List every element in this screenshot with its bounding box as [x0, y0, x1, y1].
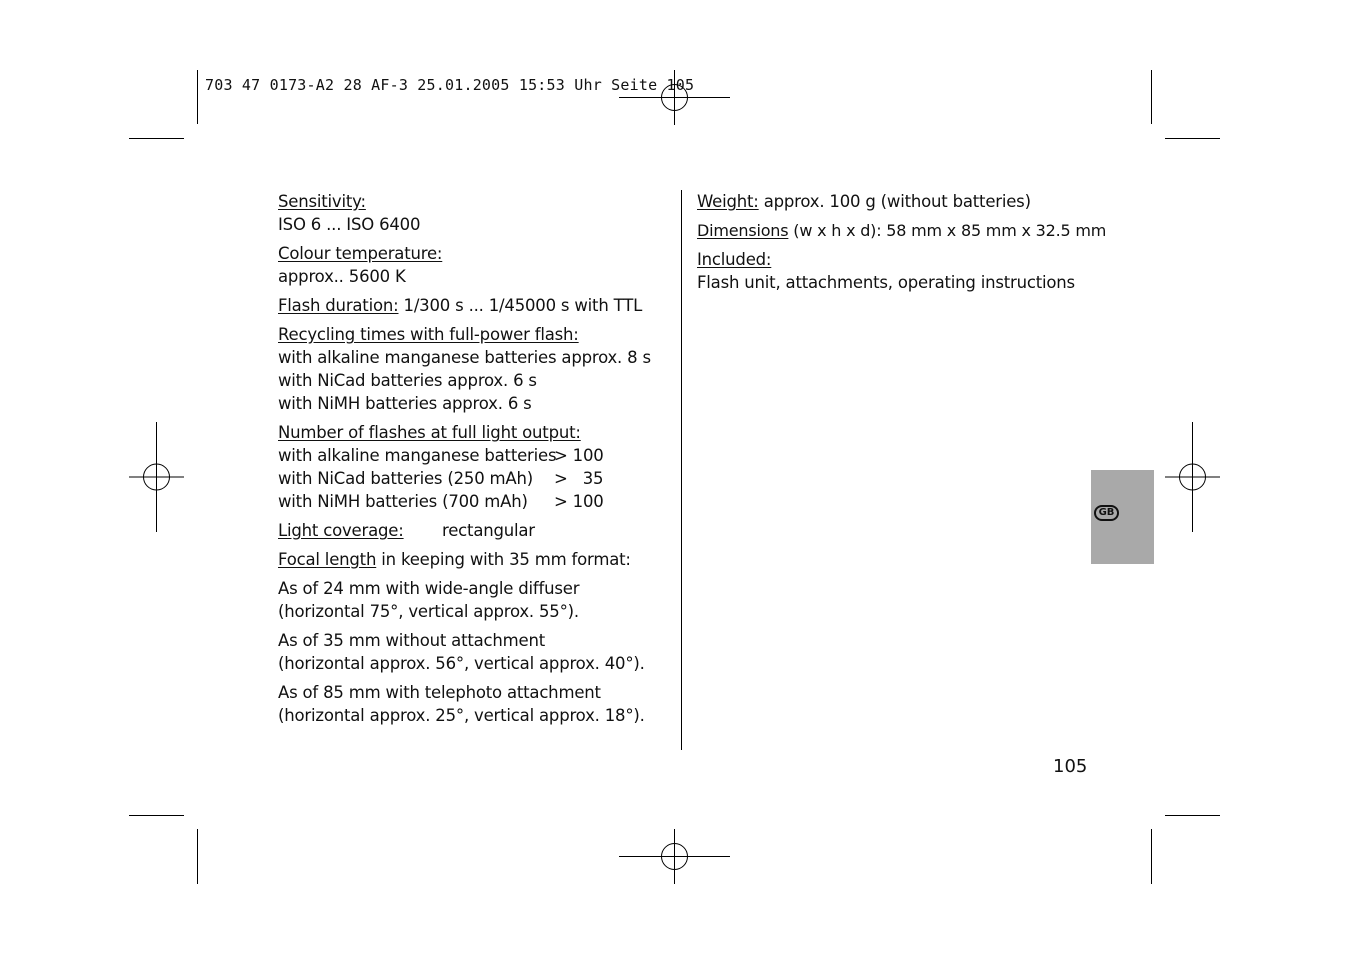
registration-mark-right-icon: [1165, 422, 1220, 532]
recycling-block: [278, 323, 668, 415]
colour-temperature-block: [278, 242, 668, 288]
included-value: Flash unit, attachments, operating instructions: [697, 273, 1075, 292]
recycling-line: with NiMH batteries approx. 6 s: [278, 394, 532, 413]
flashes-row: [278, 444, 668, 467]
colour-temperature-label: Colour temperature:: [278, 244, 443, 263]
flashes-row-name: with NiCad batteries (250 mAh): [278, 469, 533, 488]
colour-temperature-value: approx.. 5600 K: [278, 267, 406, 286]
flashes-row-name: with alkaline manganese batteries: [278, 446, 557, 465]
focal-item: [278, 629, 668, 675]
recycling-label: Recycling times with full-power flash:: [278, 325, 579, 344]
focal-item-line2: (horizontal approx. 56°, vertical approx. 40°).: [278, 654, 645, 673]
crop-mark: [129, 138, 184, 139]
light-coverage-value: rectangular: [442, 521, 535, 540]
weight-block: [697, 190, 1127, 213]
crop-mark: [1151, 829, 1152, 884]
page-number: 105: [1053, 756, 1088, 777]
sensitivity-block: [278, 190, 668, 236]
crop-mark: [1165, 815, 1220, 816]
focal-length-label: Focal length: [278, 550, 377, 569]
included-label: Included:: [697, 250, 772, 269]
included-block: [697, 248, 1127, 294]
flashes-block: [278, 421, 668, 513]
flashes-row-value: > 35: [554, 469, 604, 488]
flashes-row: [278, 490, 668, 513]
flash-duration-block: [278, 294, 668, 317]
column-divider: [681, 190, 682, 750]
weight-value: approx. 100 g (without batteries): [758, 192, 1031, 211]
focal-length-rest: in keeping with 35 mm format:: [376, 550, 631, 569]
flashes-row-value: > 100: [554, 446, 604, 465]
sensitivity-label: Sensitivity:: [278, 192, 366, 211]
dimensions-value: (w x h x d): 58 mm x 85 mm x 32.5 mm: [788, 221, 1107, 240]
focal-length-block: [278, 548, 668, 571]
crop-mark: [1151, 70, 1152, 124]
focal-item: [278, 681, 668, 727]
specs-right-column: [697, 190, 1127, 300]
registration-mark-left-icon: [129, 422, 184, 532]
weight-label: Weight:: [697, 192, 759, 211]
focal-item-line1: As of 35 mm without attachment: [278, 631, 546, 650]
sensitivity-value: ISO 6 ... ISO 6400: [278, 215, 421, 234]
language-badge: GB: [1094, 505, 1119, 521]
registration-mark-top-icon: [619, 70, 730, 125]
focal-item-line1: As of 24 mm with wide-angle diffuser: [278, 579, 580, 598]
focal-item-line2: (horizontal 75°, vertical approx. 55°).: [278, 602, 579, 621]
crop-mark: [197, 70, 198, 124]
print-slug: 703 47 0173-A2 28 AF-3 25.01.2005 15:53 Uhr Seite 105: [205, 76, 695, 94]
flashes-row-name: with NiMH batteries (700 mAh): [278, 492, 528, 511]
focal-item: [278, 577, 668, 623]
recycling-line: with NiCad batteries approx. 6 s: [278, 371, 537, 390]
light-coverage-block: [278, 519, 668, 542]
focal-item-line2: (horizontal approx. 25°, vertical approx. 18°).: [278, 706, 645, 725]
registration-mark-bottom-icon: [619, 829, 730, 884]
specs-left-column: [278, 190, 668, 733]
focal-item-line1: As of 85 mm with telephoto attachment: [278, 683, 601, 702]
flash-duration-label: Flash duration:: [278, 296, 399, 315]
dimensions-label: Dimensions: [697, 221, 789, 240]
flashes-label: Number of flashes at full light output:: [278, 423, 581, 442]
dimensions-block: [697, 219, 1127, 242]
recycling-line: with alkaline manganese batteries approx. 8 s: [278, 348, 651, 367]
light-coverage-label: Light coverage:: [278, 521, 404, 540]
flashes-row-value: > 100: [554, 492, 604, 511]
flashes-row: [278, 467, 668, 490]
crop-mark: [197, 829, 198, 884]
crop-mark: [129, 815, 184, 816]
flash-duration-value: 1/300 s ... 1/45000 s with TTL: [398, 296, 643, 315]
crop-mark: [1165, 138, 1220, 139]
